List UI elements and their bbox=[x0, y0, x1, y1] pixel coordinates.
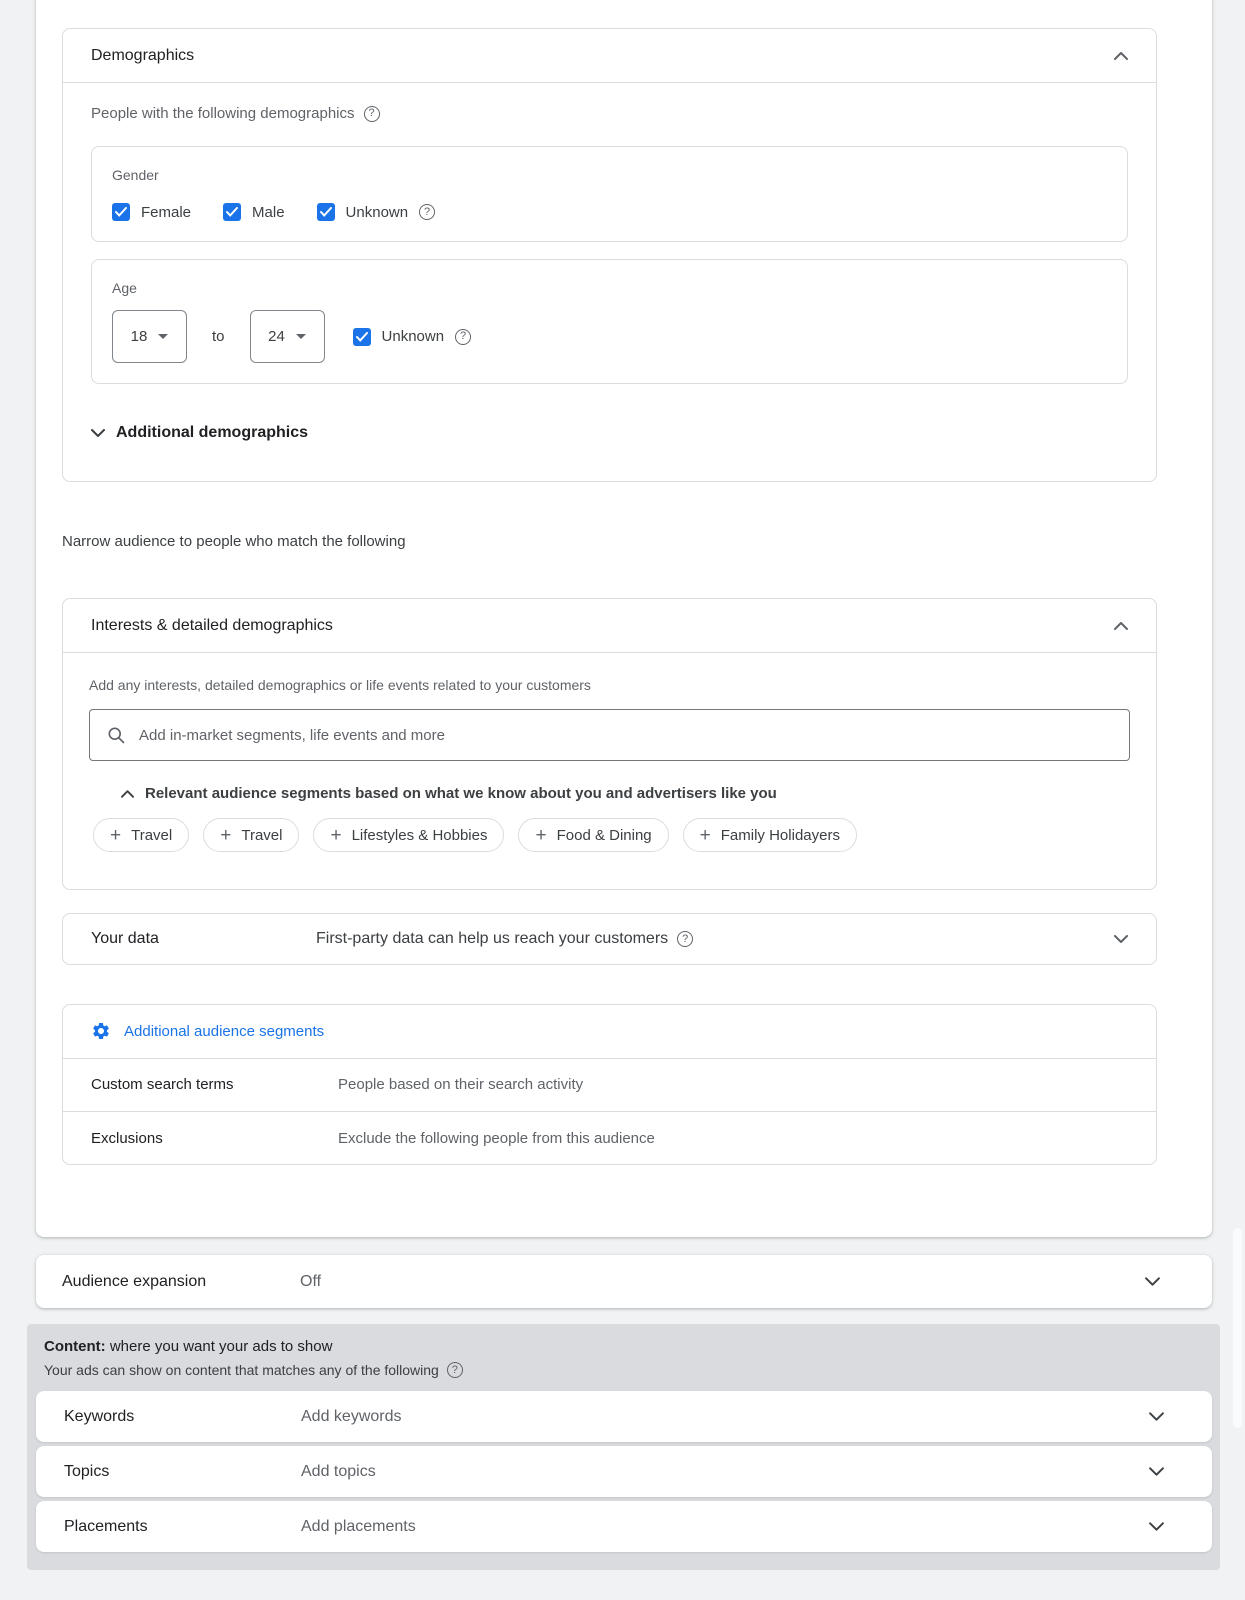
chevron-down-icon[interactable] bbox=[1114, 935, 1128, 943]
dropdown-caret-icon bbox=[296, 334, 306, 339]
content-title-bold: Content: bbox=[44, 1338, 106, 1355]
exclusions-description: Exclude the following people from this audience bbox=[338, 1130, 655, 1148]
audience-expansion-label: Audience expansion bbox=[62, 1272, 207, 1290]
plus-icon: + bbox=[330, 824, 342, 846]
checkbox-checked-icon[interactable] bbox=[353, 328, 371, 346]
plus-icon: + bbox=[535, 824, 547, 846]
your-data-section[interactable] bbox=[62, 913, 1157, 965]
chip-label: Family Holidayers bbox=[720, 826, 840, 844]
plus-icon: + bbox=[699, 824, 711, 846]
help-icon[interactable] bbox=[364, 106, 380, 122]
placements-row[interactable] bbox=[36, 1501, 1212, 1552]
chevron-down-icon[interactable] bbox=[1149, 1522, 1164, 1531]
age-field-box bbox=[91, 259, 1128, 384]
chevron-up-icon bbox=[121, 790, 134, 798]
age-to-value: 24 bbox=[268, 328, 285, 345]
your-data-description: First-party data can help us reach your customers bbox=[316, 930, 669, 947]
relevant-segments-label: Relevant audience segments based on what we know about you and advertisers like you bbox=[145, 785, 777, 802]
interests-header[interactable] bbox=[63, 599, 1156, 653]
gender-female-option[interactable] bbox=[112, 203, 191, 221]
gender-male-option[interactable] bbox=[223, 203, 285, 221]
additional-segments-section bbox=[62, 1004, 1157, 1165]
custom-search-terms-description: People based on their search activity bbox=[338, 1076, 584, 1094]
gear-icon bbox=[91, 1021, 111, 1041]
help-icon[interactable] bbox=[447, 1362, 463, 1378]
chevron-down-icon[interactable] bbox=[1149, 1467, 1164, 1476]
gender-unknown-option[interactable] bbox=[317, 203, 436, 221]
age-label: Age bbox=[112, 280, 137, 296]
gender-field-box bbox=[91, 146, 1128, 242]
chip-label: Food & Dining bbox=[556, 826, 652, 844]
relevant-segments-expander[interactable] bbox=[121, 785, 1130, 802]
age-to-word: to bbox=[212, 328, 225, 345]
topics-value: Add topics bbox=[301, 1462, 376, 1480]
chevron-down-icon bbox=[91, 429, 105, 437]
gender-label: Gender bbox=[112, 167, 159, 183]
interests-search-input[interactable] bbox=[139, 727, 1113, 744]
plus-icon: + bbox=[220, 824, 232, 846]
custom-search-terms-label: Custom search terms bbox=[91, 1076, 234, 1094]
content-title-rest: where you want your ads to show bbox=[105, 1338, 333, 1355]
exclusions-label: Exclusions bbox=[91, 1130, 163, 1148]
segment-chip[interactable] bbox=[518, 818, 668, 852]
placements-label: Placements bbox=[64, 1517, 148, 1535]
audience-expansion-section[interactable] bbox=[36, 1255, 1212, 1308]
chip-label: Travel bbox=[131, 826, 173, 844]
demographics-intro-text: People with the following demographics bbox=[91, 105, 355, 122]
keywords-row[interactable] bbox=[36, 1391, 1212, 1442]
interests-section bbox=[62, 598, 1157, 890]
interests-search-box[interactable] bbox=[89, 709, 1130, 761]
custom-search-terms-row[interactable] bbox=[63, 1059, 1156, 1113]
checkbox-checked-icon[interactable] bbox=[112, 203, 130, 221]
chevron-down-icon[interactable] bbox=[1145, 1277, 1186, 1286]
content-title bbox=[44, 1338, 1220, 1355]
plus-icon: + bbox=[110, 824, 122, 846]
placements-value: Add placements bbox=[301, 1517, 416, 1535]
dropdown-caret-icon bbox=[158, 334, 168, 339]
keywords-label: Keywords bbox=[64, 1407, 135, 1425]
segment-chip[interactable] bbox=[203, 818, 299, 852]
interests-title: Interests & detailed demographics bbox=[91, 616, 333, 634]
segment-chip[interactable] bbox=[93, 818, 189, 852]
age-to-select[interactable] bbox=[250, 310, 325, 363]
your-data-label: Your data bbox=[91, 930, 159, 947]
age-from-select[interactable] bbox=[112, 310, 187, 363]
chevron-down-icon[interactable] bbox=[1149, 1412, 1164, 1421]
age-from-value: 18 bbox=[130, 328, 148, 345]
content-subtitle: Your ads can show on content that matches any of the following bbox=[44, 1362, 439, 1378]
additional-demographics-label: Additional demographics bbox=[116, 424, 309, 441]
checkbox-checked-icon[interactable] bbox=[317, 203, 335, 221]
help-icon[interactable] bbox=[419, 204, 435, 220]
search-icon bbox=[106, 725, 126, 745]
additional-demographics-expander[interactable] bbox=[91, 424, 1128, 442]
gender-male-label: Male bbox=[252, 203, 285, 221]
help-icon[interactable] bbox=[455, 329, 471, 345]
age-unknown-option[interactable] bbox=[353, 328, 472, 346]
narrow-audience-text: Narrow audience to people who match the following bbox=[62, 533, 406, 550]
gender-unknown-label: Unknown bbox=[345, 203, 409, 221]
demographics-section bbox=[62, 28, 1157, 482]
content-section bbox=[27, 1324, 1220, 1570]
audience-expansion-value: Off bbox=[300, 1272, 322, 1290]
additional-segments-button[interactable] bbox=[63, 1005, 1156, 1059]
demographics-title: Demographics bbox=[91, 46, 195, 64]
gender-female-label: Female bbox=[141, 203, 192, 221]
chevron-up-icon[interactable] bbox=[1114, 52, 1128, 60]
topics-label: Topics bbox=[64, 1462, 110, 1480]
segment-chip[interactable] bbox=[313, 818, 504, 852]
checkbox-checked-icon[interactable] bbox=[223, 203, 241, 221]
demographics-header[interactable] bbox=[63, 29, 1156, 83]
exclusions-row[interactable] bbox=[63, 1112, 1156, 1166]
chip-label: Travel bbox=[241, 826, 283, 844]
audience-editor-card bbox=[36, 0, 1212, 1237]
suggested-segment-chips bbox=[93, 818, 1130, 852]
interests-description: Add any interests, detailed demographics or life events related to your customers bbox=[89, 677, 591, 693]
age-unknown-label: Unknown bbox=[381, 328, 445, 345]
topics-row[interactable] bbox=[36, 1446, 1212, 1497]
additional-segments-label: Additional audience segments bbox=[124, 1022, 325, 1040]
chevron-up-icon[interactable] bbox=[1114, 622, 1128, 630]
chip-label: Lifestyles & Hobbies bbox=[351, 826, 488, 844]
segment-chip[interactable] bbox=[683, 818, 857, 852]
scrollbar-thumb[interactable] bbox=[1233, 1228, 1242, 1428]
help-icon[interactable] bbox=[677, 931, 693, 947]
keywords-value: Add keywords bbox=[301, 1407, 402, 1425]
